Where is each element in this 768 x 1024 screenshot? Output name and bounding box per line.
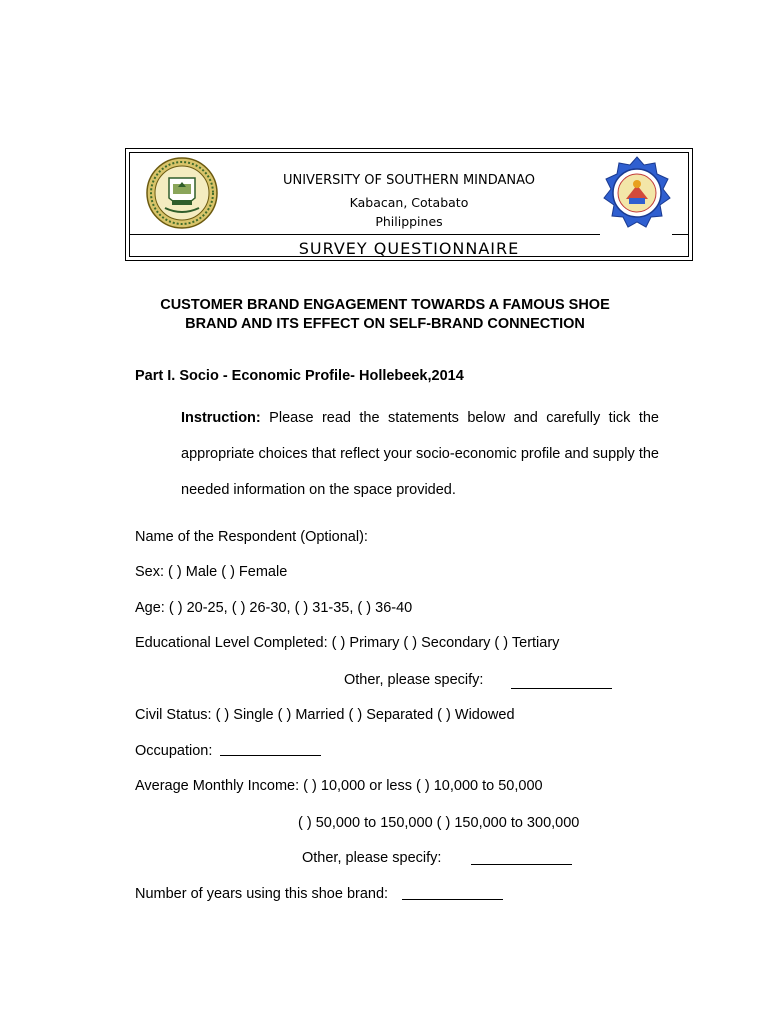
education-other-row <box>344 672 483 688</box>
instruction-paragraph <box>181 400 659 508</box>
part-title: Part I. Socio - Economic Profile- Hollebeek,2014 <box>135 368 464 384</box>
years-row <box>135 886 388 902</box>
education-field: Educational Level Completed: ( ) Primary ( ) Secondary ( ) Tertiary <box>135 635 560 651</box>
age-field: Age: ( ) 20-25, ( ) 26-30, ( ) 31-35, ( ) 36-40 <box>135 600 413 616</box>
name-field: Name of the Respondent (Optional): <box>135 529 368 545</box>
income-other-label: Other, please specify: <box>302 850 442 866</box>
sex-field: Sex: ( ) Male ( ) Female <box>135 564 288 580</box>
document-title <box>120 296 650 334</box>
university-address <box>130 193 688 231</box>
education-other-blank[interactable] <box>511 672 612 689</box>
years-blank[interactable] <box>402 886 503 900</box>
university-name: UNIVERSITY OF SOUTHERN MINDANAO <box>282 173 536 188</box>
instruction-text: Please read the statements below and carefully tick the appropriate choices that reflect your socio-economic profile and supply the needed information on the space provided. <box>181 410 659 498</box>
income-field: Average Monthly Income: ( ) 10,000 or less ( ) 10,000 to 50,000 <box>135 778 543 794</box>
education-other-label: Other, please specify: <box>344 672 484 688</box>
income-field-continued: ( ) 50,000 to 150,000 ( ) 150,000 to 300,000 <box>298 815 580 831</box>
header-box <box>125 148 693 261</box>
address-line-1: Kabacan, Cotabato <box>349 195 469 210</box>
header-inner-border <box>129 152 689 257</box>
income-other-row <box>302 850 441 866</box>
occupation-blank[interactable] <box>220 743 321 756</box>
address-line-2: Philippines <box>375 214 443 229</box>
occupation-label: Occupation: <box>135 743 213 759</box>
occupation-row <box>135 743 212 759</box>
income-other-blank[interactable] <box>471 850 572 865</box>
civil-status-field: Civil Status: ( ) Single ( ) Married ( ) Separated ( ) Widowed <box>135 707 515 723</box>
instruction-label: Instruction: <box>181 410 261 426</box>
survey-title: SURVEY QUESTIONNAIRE <box>298 239 520 258</box>
years-label: Number of years using this shoe brand: <box>135 886 389 902</box>
title-line-2: BRAND AND ITS EFFECT ON SELF-BRAND CONNECTION <box>185 316 585 332</box>
title-line-1: CUSTOMER BRAND ENGAGEMENT TOWARDS A FAMOUS SHOE <box>160 297 610 313</box>
